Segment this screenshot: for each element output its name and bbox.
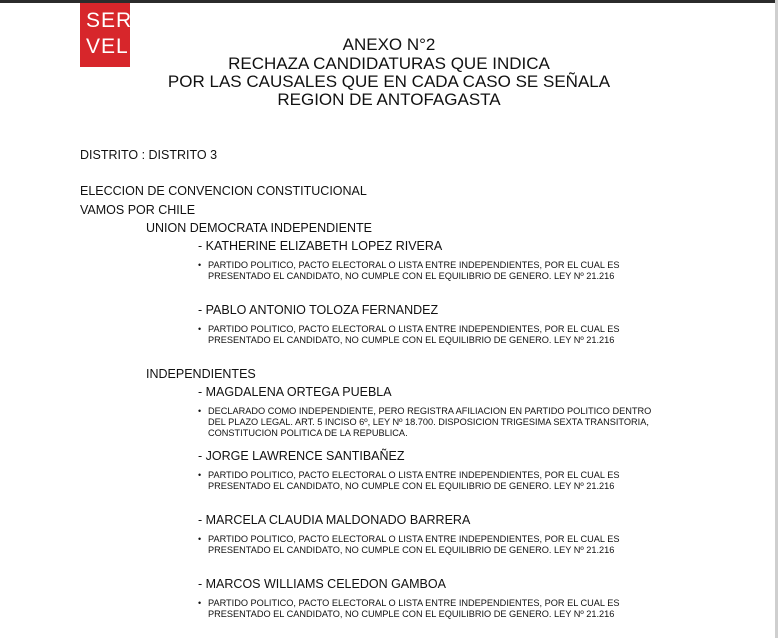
bullet-icon: • (198, 534, 202, 544)
candidate-name: - MARCELA CLAUDIA MALDONADO BARRERA (198, 513, 471, 527)
party-heading: UNION DEMOCRATA INDEPENDIENTE (146, 221, 372, 235)
election-label: ELECCION DE CONVENCION CONSTITUCIONAL (80, 184, 367, 198)
logo-line-1: SER (86, 9, 133, 32)
rejection-reason (198, 470, 668, 492)
bullet-icon: • (198, 598, 202, 608)
bullet-icon: • (198, 260, 202, 270)
bullet-icon: • (198, 324, 202, 334)
reason-text: PARTIDO POLITICO, PACTO ELECTORAL O LISTA ENTRE INDEPENDIENTES, POR EL CUAL ES PRESENTADO EL CANDIDATO, NO CUMPLE CON EL EQUILIBRIO DE GENERO. LEY Nº 21.216 (208, 534, 620, 555)
rejection-reason (198, 324, 668, 346)
logo-line-2: VEL (86, 35, 129, 58)
district-label: DISTRITO : DISTRITO 3 (80, 148, 218, 162)
rejection-reason (198, 534, 668, 556)
bullet-icon: • (198, 470, 202, 480)
reason-text: PARTIDO POLITICO, PACTO ELECTORAL O LISTA ENTRE INDEPENDIENTES, POR EL CUAL ES PRESENTADO EL CANDIDATO, NO CUMPLE CON EL EQUILIBRIO DE GENERO. LEY Nº 21.216 (208, 260, 620, 281)
annex-title: ANEXO N°2 (342, 35, 436, 54)
bullet-icon: • (198, 406, 202, 416)
candidate-name: - PABLO ANTONIO TOLOZA FERNANDEZ (198, 303, 439, 317)
rejection-reason (198, 598, 668, 620)
document-subtitle-2: POR LAS CAUSALES QUE EN CADA CASO SE SEÑALA (167, 72, 611, 91)
reason-text: PARTIDO POLITICO, PACTO ELECTORAL O LISTA ENTRE INDEPENDIENTES, POR EL CUAL ES PRESENTADO EL CANDIDATO, NO CUMPLE CON EL EQUILIBRIO DE GENERO. LEY Nº 21.216 (208, 324, 620, 345)
reason-text: DECLARADO COMO INDEPENDIENTE, PERO REGISTRA AFILIACION EN PARTIDO POLITICO DENTRO DEL PLAZO LEGAL. ART. 5 INCISO 6º, LEY Nº 18.700. DISPOSICION TRIGESIMA SEXTA TRANSITORIA, CONSTITUCION POLITICA DE LA REPUBLICA. (208, 406, 652, 438)
candidate-name: - KATHERINE ELIZABETH LOPEZ RIVERA (198, 239, 443, 253)
reason-text: PARTIDO POLITICO, PACTO ELECTORAL O LISTA ENTRE INDEPENDIENTES, POR EL CUAL ES PRESENTADO EL CANDIDATO, NO CUMPLE CON EL EQUILIBRIO DE GENERO. LEY Nº 21.216 (208, 598, 620, 619)
party-heading: INDEPENDIENTES (146, 367, 256, 381)
candidate-name: - MARCOS WILLIAMS CELEDON GAMBOA (198, 577, 446, 591)
candidate-name: - JORGE LAWRENCE SANTIBAÑEZ (198, 449, 405, 463)
reason-text: PARTIDO POLITICO, PACTO ELECTORAL O LISTA ENTRE INDEPENDIENTES, POR EL CUAL ES PRESENTADO EL CANDIDATO, NO CUMPLE CON EL EQUILIBRIO DE GENERO. LEY Nº 21.216 (208, 470, 620, 491)
document-subtitle-1: RECHAZA CANDIDATURAS QUE INDICA (228, 54, 550, 73)
rejection-reason (198, 260, 668, 282)
pact-label: VAMOS POR CHILE (80, 203, 196, 217)
rejection-reason (198, 406, 668, 439)
region-title: REGION DE ANTOFAGASTA (277, 90, 501, 109)
candidate-name: - MAGDALENA ORTEGA PUEBLA (198, 385, 392, 399)
